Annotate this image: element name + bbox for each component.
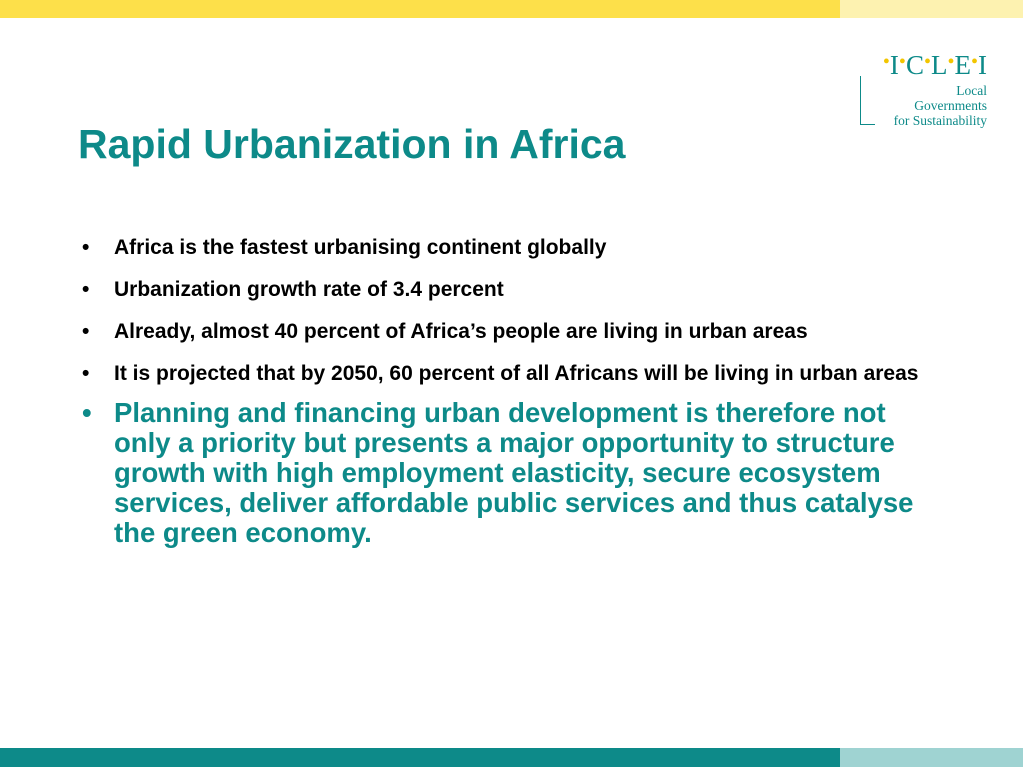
bullet-item-highlight: [78, 398, 928, 548]
iclei-logo: [850, 50, 995, 130]
logo-letter: C: [905, 50, 924, 80]
bullet-marker: •: [82, 236, 90, 259]
bottom-accent-bar-light: [840, 748, 1023, 767]
logo-letter: I: [978, 50, 987, 80]
logo-bracket: [860, 76, 875, 125]
bullet-text: Already, almost 40 percent of Africa’s people are living in urban areas: [114, 320, 808, 343]
logo-letter: L: [930, 50, 948, 80]
logo-tagline: [894, 83, 987, 128]
logo-tagline-line: for Sustainability: [893, 113, 987, 128]
bullet-text: Africa is the fastest urbanising continent globally: [114, 236, 607, 259]
logo-wordmark: •I•C•L•E•I: [882, 50, 987, 80]
slide-title: Rapid Urbanization in Africa: [78, 121, 626, 167]
bullet-marker: •: [82, 278, 90, 301]
logo-letter: E: [954, 50, 971, 80]
logo-tagline-line: Governments: [914, 98, 987, 113]
bullet-item: [78, 320, 928, 344]
bullet-marker: •: [82, 362, 90, 385]
bullet-item: [78, 236, 928, 260]
bullet-item: [78, 278, 928, 302]
top-accent-bar-light: [840, 0, 1023, 18]
logo-tagline-line: Local: [956, 83, 987, 98]
logo-letter: I: [889, 50, 899, 80]
bottom-accent-bar: [0, 748, 840, 767]
bullet-marker: •: [82, 397, 92, 428]
bullet-text: Urbanization growth rate of 3.4 percent: [114, 278, 504, 301]
bullet-text: Planning and financing urban development is therefore not only a priority but presents a major opportunity to structure growth with high employment elasticity, secure ecosystem services, deliver affordable public services and thus catalyse the green economy.: [114, 397, 914, 548]
bullet-marker: •: [82, 320, 90, 343]
bullet-item: [78, 362, 928, 386]
top-accent-bar: [0, 0, 840, 18]
bullet-text: It is projected that by 2050, 60 percent of all Africans will be living in urban areas: [114, 362, 919, 385]
bullet-list: [78, 236, 928, 566]
